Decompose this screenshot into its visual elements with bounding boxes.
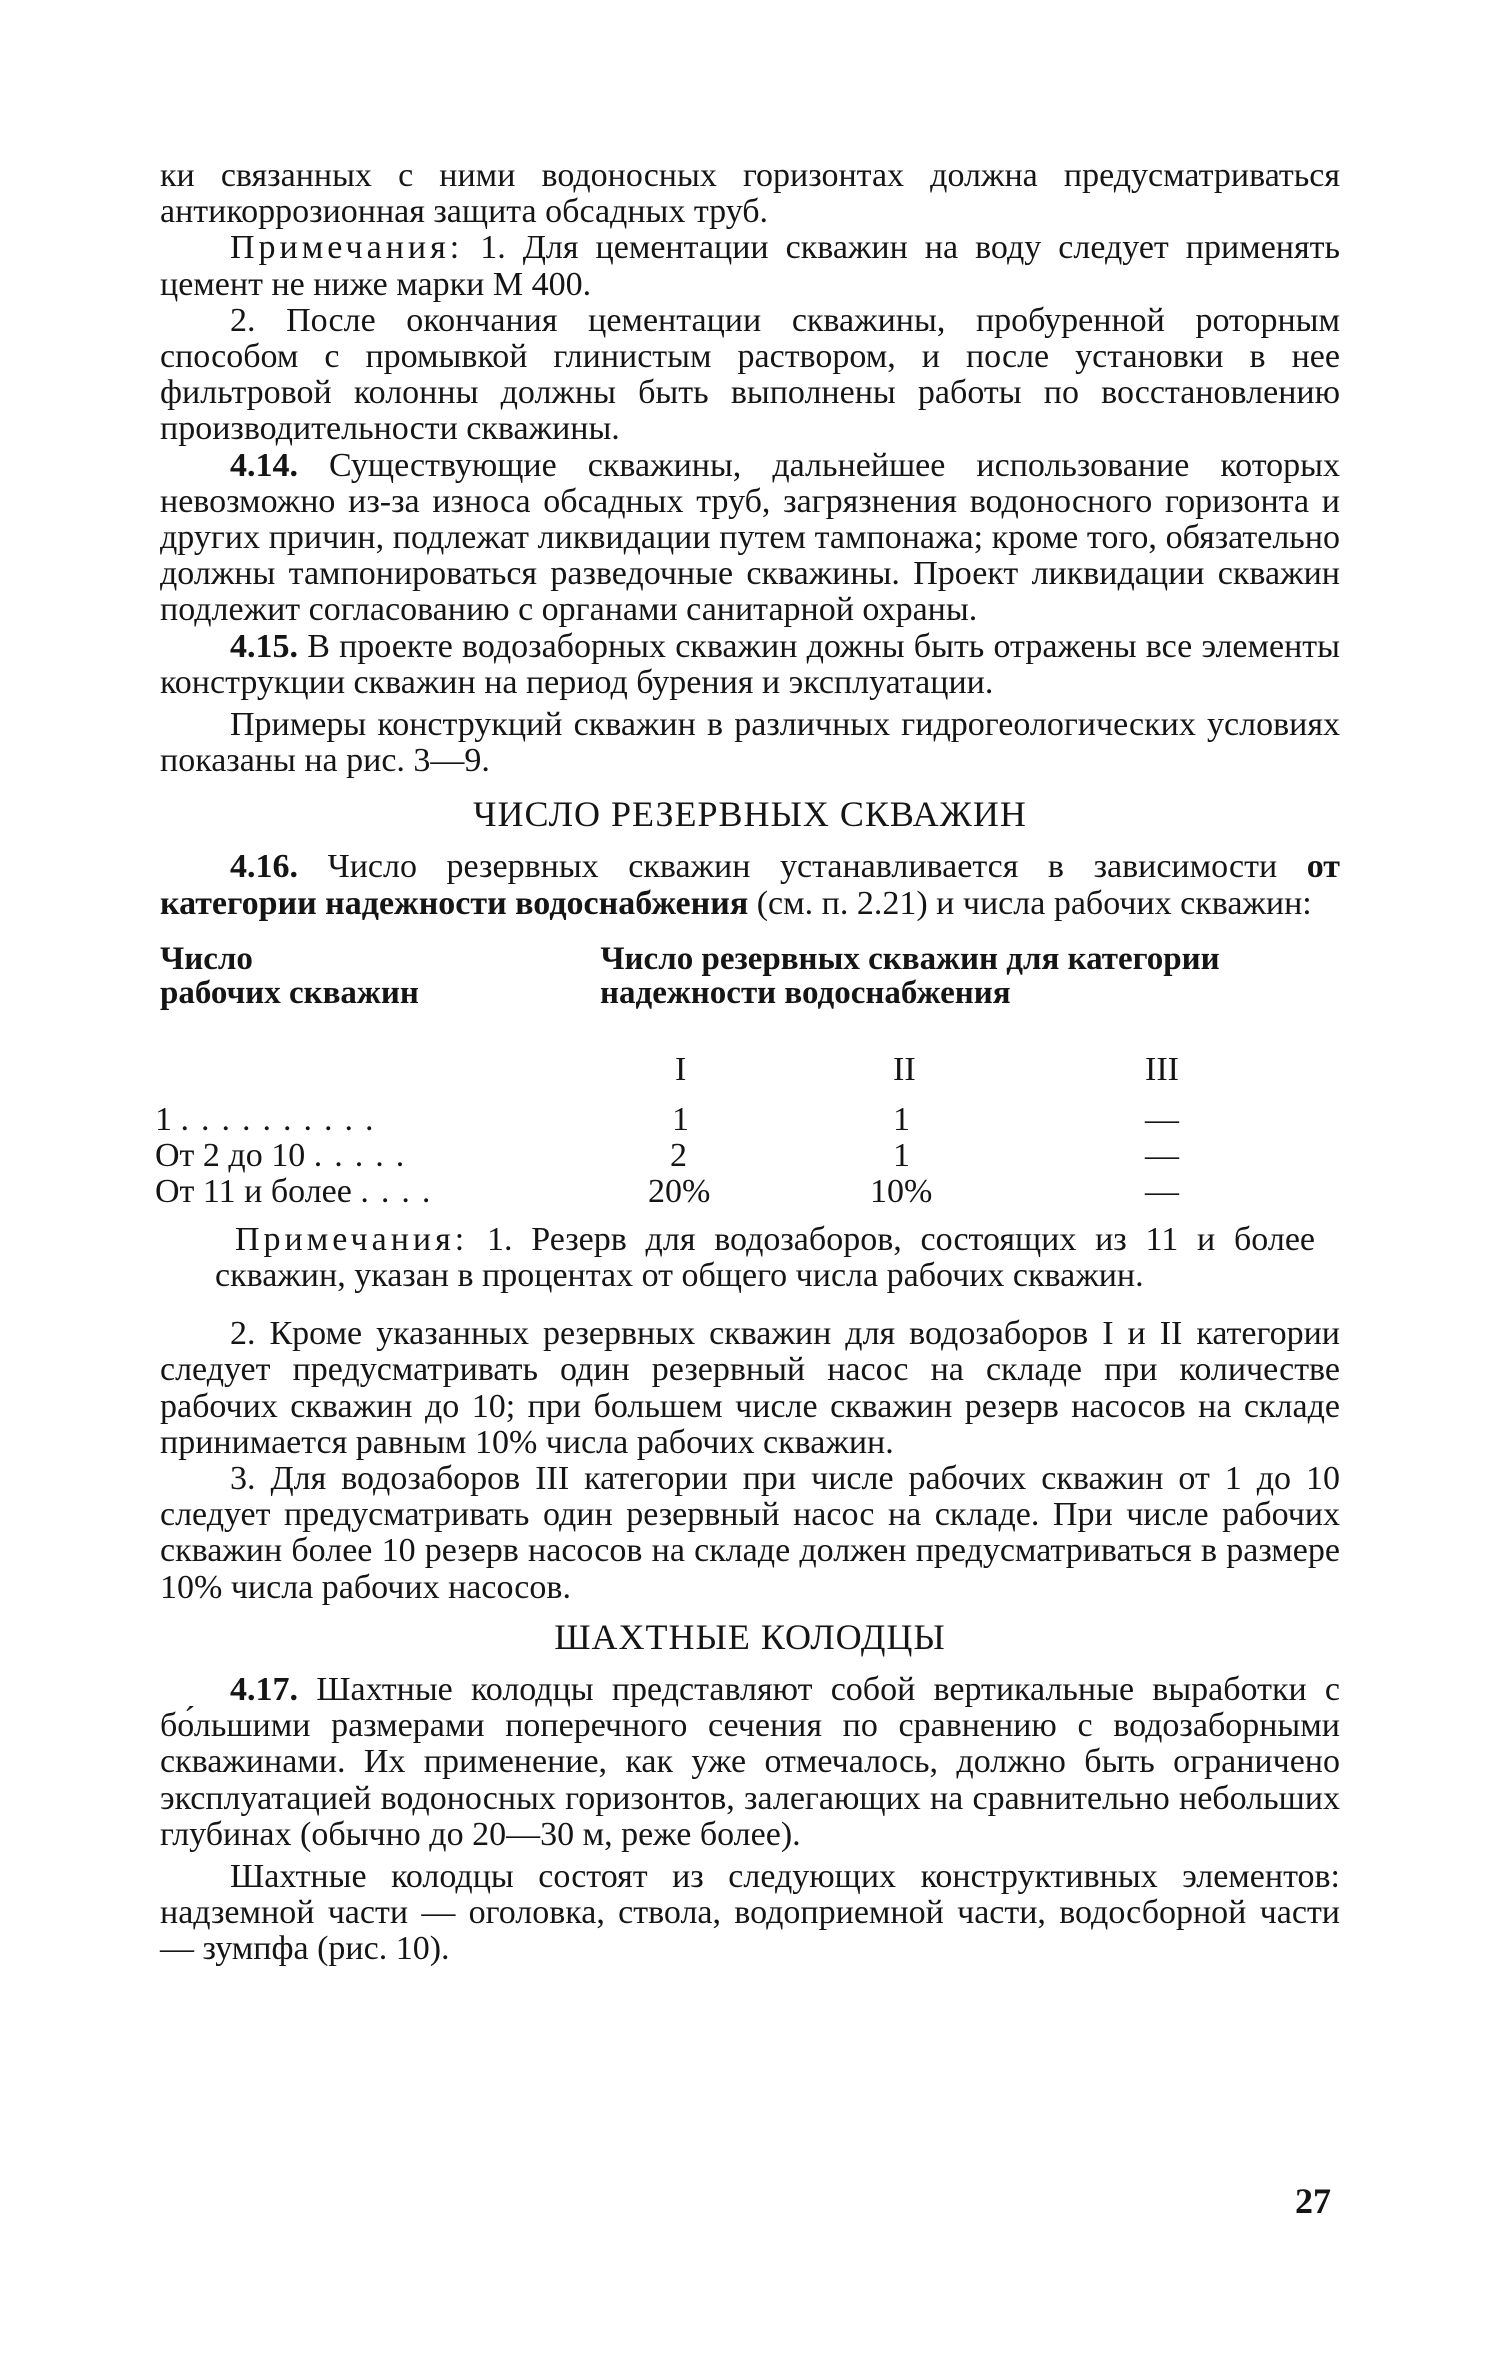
clause-4-14: [160, 448, 1340, 629]
paragraph-text: 2. После окончания цементации скважины, пробуренной роторным способом с промывкой глинистым раствором, и после установки в нее фильтровой колонны должны быть выполнены работы по восстановлению производительности скважины.: [160, 301, 1340, 448]
paragraph: [160, 1859, 1340, 1968]
row-label: От 2 до 10 .....: [155, 1136, 417, 1174]
clause-number: 4.14.: [230, 446, 298, 484]
top-paragraphs: [160, 158, 1340, 779]
note-paragraph: [215, 1222, 1315, 1294]
bold-phrase: от категории надежности водоснабжения: [160, 848, 1340, 922]
paragraph-text: Примеры конструкций скважин в различных гидрогеологических условиях показаны на рис. 3—9.: [160, 706, 1340, 780]
reserve-wells-table: [155, 932, 1340, 1222]
paragraph-text: ки связанных с ними водоносных горизонтах должна предусматриваться антикоррозионная защита обсадных труб.: [160, 157, 1340, 231]
section-title-reserve-wells: ЧИСЛО РЕЗЕРВНЫХ СКВАЖИН: [473, 794, 1027, 835]
cell-cat-2: 10%: [870, 1172, 933, 1210]
cell-cat-2: 1: [893, 1100, 910, 1138]
paragraph: [160, 707, 1340, 779]
notes-label: Примечания:: [230, 229, 464, 267]
page-number: 27: [1295, 2181, 1331, 2221]
cell-cat-1: 2: [670, 1136, 687, 1174]
note-paragraph: [160, 1316, 1340, 1461]
paragraph: [160, 158, 1340, 230]
row-label: От 11 и более ....: [155, 1172, 443, 1210]
cell-cat-3: —: [1145, 1172, 1179, 1210]
paragraph-text: В проекте водозаборных скважин дожны быть отражены все элементы конструкции скважин на период бурения и эксплуатации.: [160, 627, 1340, 701]
row-label: 1 ..........: [155, 1100, 386, 1138]
cell-cat-2: 1: [893, 1136, 910, 1174]
note-paragraph: [160, 230, 1340, 302]
notes-label: Примечания:: [235, 1220, 469, 1258]
cell-cat-1: 1: [672, 1100, 689, 1138]
bottom-paragraphs: [160, 1672, 1340, 1968]
clause-number: 4.17.: [230, 1670, 298, 1708]
clause-4-17: [160, 1672, 1340, 1853]
table-header-reserve-wells: Число резервных скважин для категории надежности водоснабжения: [600, 940, 1220, 1011]
table-header-working-wells: Число рабочих скважин: [160, 940, 419, 1011]
cell-cat-1: 20%: [648, 1172, 711, 1210]
table-notes: [215, 1222, 1315, 1294]
clause-4-16: [160, 849, 1340, 921]
clause-number: 4.16.: [230, 848, 298, 886]
paragraph-text: Шахтные колодцы состоят из следующих конструктивных элементов: надземной части — оголовка, ствола, водоприемной части, водосборной части — зумпфа (рис. 10).: [160, 1857, 1340, 1968]
paragraph-text: Существующие скважины, дальнейшее использование которых невозможно из-за износа обсадных труб, загрязнения водоносного горизонта и других причин, подлежат ликвидации путем тампонажа; кроме того, обязательно должны тампонироваться разведочные скважины. Проект ликвидации скважин подлежит согласованию с органами санитарной охраны.: [160, 446, 1340, 629]
clause-4-15: [160, 629, 1340, 701]
paragraph-text: Шахтные колодцы представляют собой вертикальные выработки с бо́льшими размерами поперечного сечения по сравнению с водозаборными скважинами. Их применение, как уже отмечалось, должно быть ограничено эксплуатацией водоносных горизонтов, залегающих на сравнительно небольших глубинах (обычно до 20—30 м, реже более).: [160, 1670, 1340, 1853]
clause-number: 4.15.: [230, 627, 298, 665]
note-paragraph: [160, 303, 1340, 448]
paragraph-text: 1. Для цементации скважин на воду следует применять цемент не ниже марки М 400.: [160, 229, 1340, 303]
paragraph-text: 2. Кроме указанных резервных скважин для водозаборов I и II категории следует предусматривать один резервный насос на складе при количестве рабочих скважин до 10; при большем числе скважин резерв насосов на складе принимается равным 10% числа рабочих скважин.: [160, 1315, 1340, 1461]
paragraph-text: (см. п. 2.21) и числа рабочих скважин:: [748, 884, 1312, 922]
column-header-cat-3: III: [1145, 1050, 1179, 1088]
section-title-shaft-wells: ШАХТНЫЕ КОЛОДЦЫ: [554, 1616, 946, 1657]
note-paragraph: [160, 1461, 1340, 1606]
paragraph-text: 1. Резерв для водозаборов, состоящих из 11 и более скважин, указан в процентах от общего числа рабочих скважин.: [215, 1220, 1315, 1295]
cell-cat-3: —: [1145, 1100, 1179, 1138]
paragraph-text: 3. Для водозаборов III категории при числе рабочих скважин от 1 до 10 следует предусматривать один резервный насос на складе. При числе рабочих скважин более 10 резерв насосов на складе должен предусматриваться в размере 10% числа рабочих насосов.: [160, 1460, 1340, 1606]
column-header-cat-2: II: [893, 1050, 916, 1088]
column-header-cat-1: I: [675, 1050, 687, 1088]
cell-cat-3: —: [1145, 1136, 1179, 1174]
paragraph-text: Число резервных скважин устанавливается в зависимости: [298, 848, 1307, 886]
page-content: [155, 157, 1340, 1968]
